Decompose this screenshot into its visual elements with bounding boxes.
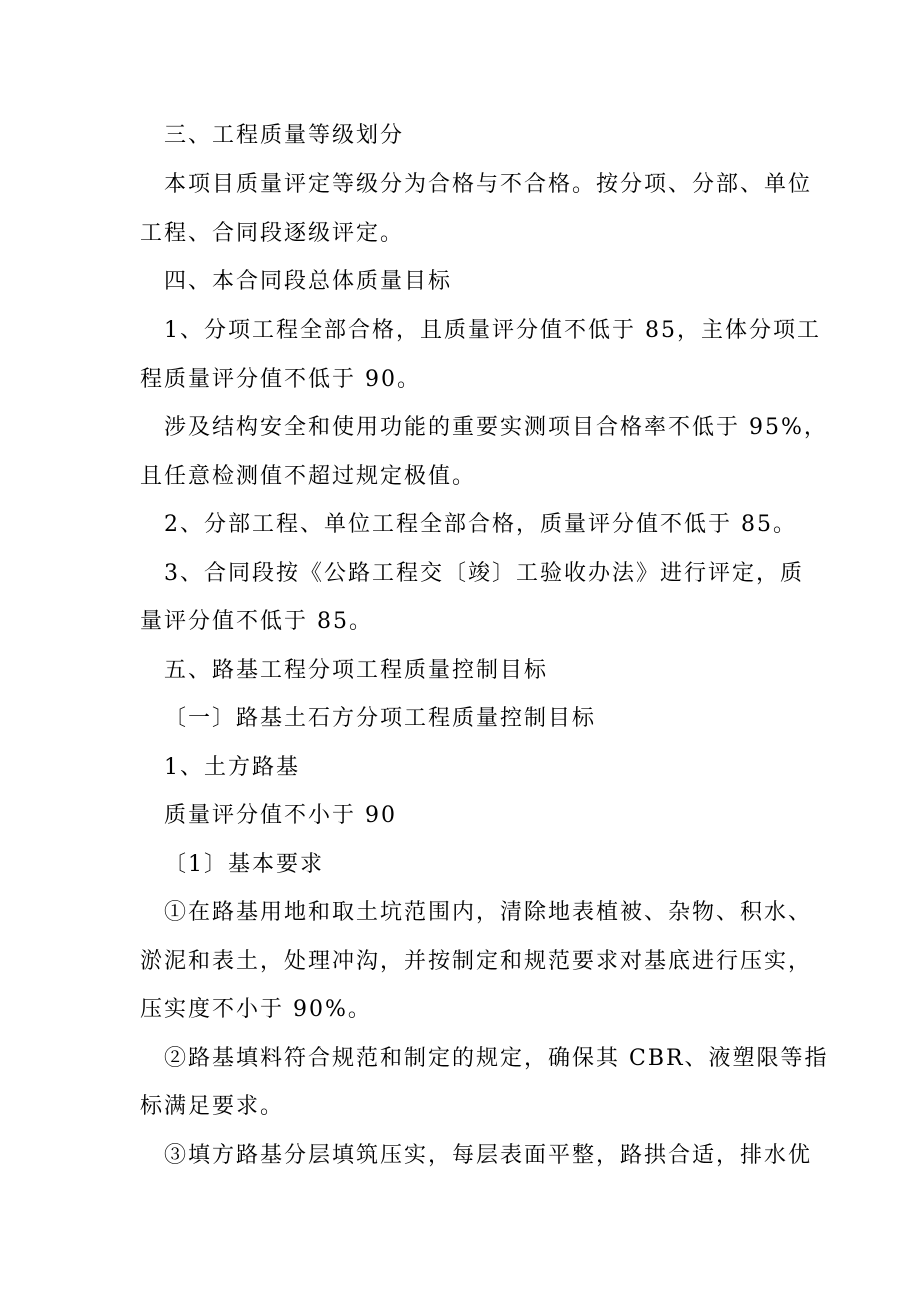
subsection-heading: 〔一〕路基土石方分项工程质量控制目标 <box>164 706 597 731</box>
paragraph-line: 工程、合同段逐级评定。 <box>140 221 405 246</box>
item-heading: 〔1〕基本要求 <box>164 852 324 877</box>
paragraph-line: 2、分部工程、单位工程全部合格，质量评分值不低于 85。 <box>164 512 797 537</box>
paragraph-line: ①在路基用地和取土坑范围内，清除地表植被、杂物、积水、 <box>164 900 813 925</box>
paragraph-line: 标满足要求。 <box>140 1094 285 1119</box>
paragraph-line: ③填方路基分层填筑压实，每层表面平整，路拱合适，排水优 <box>164 1143 813 1168</box>
paragraph-line: 3、合同段按《公路工程交〔竣〕工验收办法》进行评定，质 <box>164 561 804 586</box>
paragraph-line: 质量评分值不小于 90 <box>164 803 397 828</box>
paragraph-line: 程质量评分值不低于 90。 <box>140 367 421 392</box>
paragraph-line: 压实度不小于 90%。 <box>140 997 372 1022</box>
item-heading: 1、土方路基 <box>164 755 300 780</box>
paragraph-line: 且任意检测值不超过规定极值。 <box>140 464 477 489</box>
paragraph-line: 1、分项工程全部合格，且质量评分值不低于 85，主体分项工 <box>164 318 821 343</box>
paragraph-line: 本项目质量评定等级分为合格与不合格。按分项、分部、单位 <box>164 172 813 197</box>
section-heading-3: 三、工程质量等级划分 <box>164 123 405 148</box>
paragraph-line: 量评分值不低于 85。 <box>140 609 373 634</box>
paragraph-line: 淤泥和表土，处理冲沟，并按制定和规范要求对基底进行压实， <box>140 949 813 974</box>
section-heading-4: 四、本合同段总体质量目标 <box>164 269 453 294</box>
section-heading-5: 五、路基工程分项工程质量控制目标 <box>164 658 549 683</box>
paragraph-line: ②路基填料符合规范和制定的规定，确保其 CBR、液塑限等指 <box>164 1046 829 1071</box>
paragraph-line: 涉及结构安全和使用功能的重要实测项目合格率不低于 95%， <box>164 415 828 440</box>
